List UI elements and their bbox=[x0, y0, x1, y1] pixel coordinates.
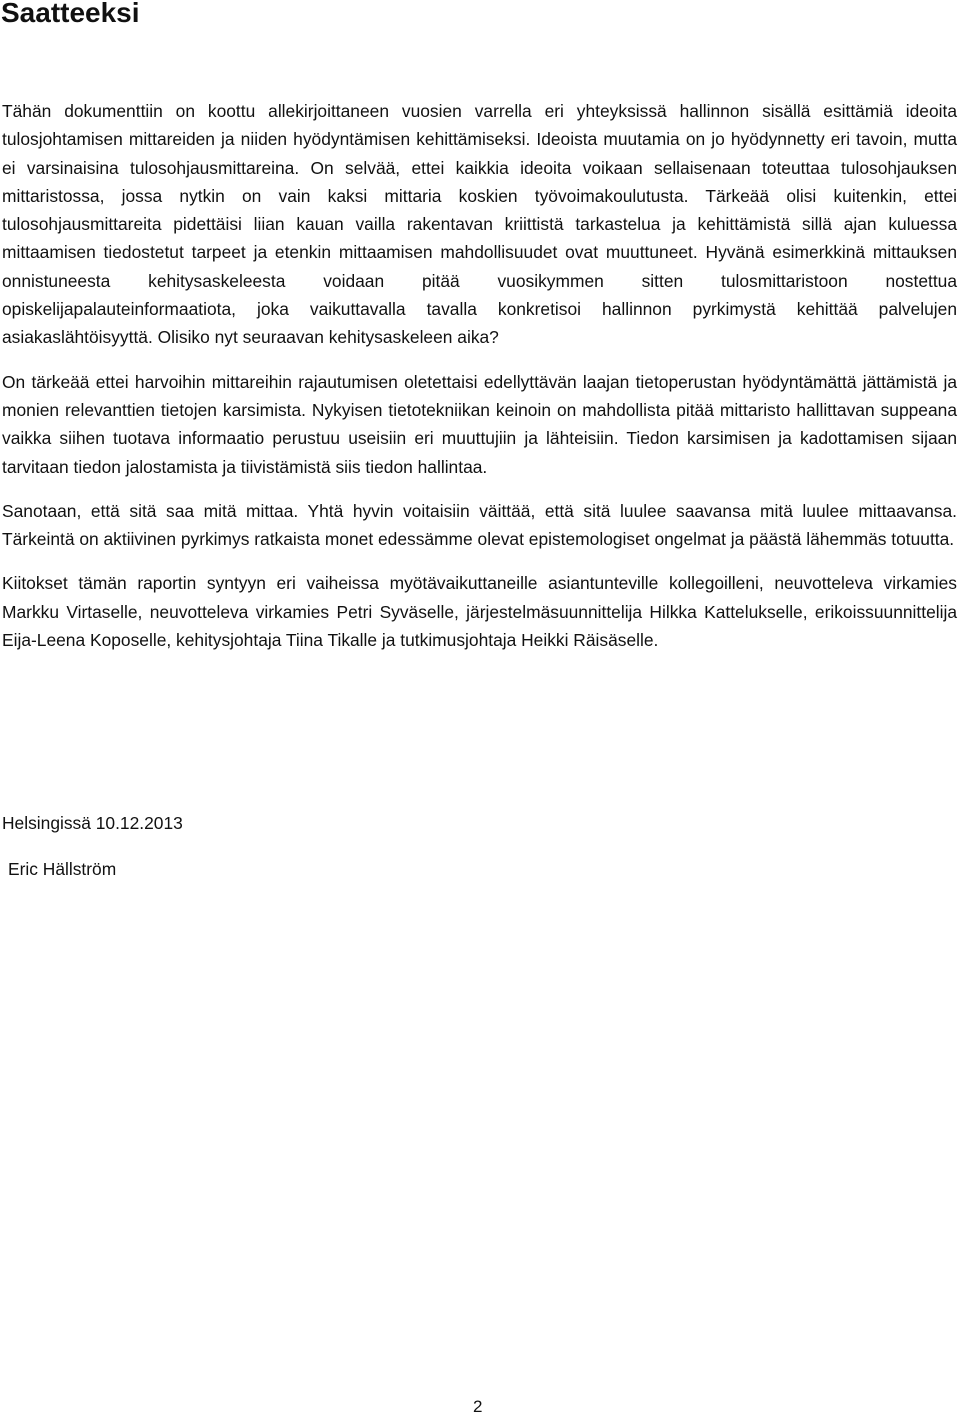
signer-name: Eric Hällström bbox=[8, 859, 117, 879]
page-number: 2 bbox=[473, 1397, 483, 1416]
paragraph-acknowledgements: Kiitokset tämän raportin syntyyn eri vaiheissa myötävaikuttaneille asiantunteville kollegoilleni, neuvotteleva virkamies Markku Virtaselle, neuvotteleva virkamies Petri Syväselle, järjestelmäsuunnittelija Hilkka Kattelukselle, erikoissuunnittelija Eija-Leena Koposelle, kehitysjohtaja Tiina Tikalle ja tutkimusjohtaja Heikki Räisäselle. bbox=[2, 573, 957, 651]
page-title: Saatteeksi bbox=[1, 0, 140, 28]
paragraph-measurement: Sanotaan, että sitä saa mitä mittaa. Yhtä hyvin voitaisiin väittää, että sitä luulee saavansa mitä luulee mittaavansa. Tärkeintä on aktiivinen pyrkimys ratkaista monet edessämme olevat epistemologiset ongelmat ja päästä lähemmäs totuutta. bbox=[2, 500, 957, 550]
paragraph-data-foundation: On tärkeää ettei harvoihin mittareihin rajautumisen oletettaisi edellyttävän laajan tietoperustan hyödyntämättä jättämistä ja monien relevanttien tietojen karsimista. Nykyisen tietotekniikan keinoin on mahdollista pitää mittaristo hallittavan suppeana vaikka siihen tuotava informaatio perustuu useisiin eri muuttujiin ja lähteisiin. Tiedon karsimisen ja kadottamisen sijaan tarvitaan tiedon jalostamista ja tiivistämistä siis tiedon hallintaa. bbox=[2, 371, 957, 477]
paragraph-intro: Tähän dokumenttiin on koottu allekirjoittaneen vuosien varrella eri yhteyksissä hallinnon sisällä esittämiä ideoita tulosjohtamisen mittareiden ja niiden hyödyntämisen kehittämiseksi. Ideoista muutamia on jo hyödynnetty eri tavoin, mutta ei varsinaisina tulosohjausmittareina. On selvää, ettei kaikkia ideoita voikaan sellaisenaan toteuttaa tulosohjauksen mittaristossa, jossa nytkin on vain kaksi mittaria koskien työvoimakoulutusta. Tärkeää olisi kuitenkin, ettei tulosohjausmittareita pidettäisi liian kauan vailla rakentavan kriittistä tarkastelua ja kehittämistä sillä ajan kuluessa mittaamisen tiedostetut tarpeet ja etenkin mittaamisen mahdollisuudet ovat muuttuneet. Hyvänä esimerkkinä mittauksen onnistuneesta kehitysaskeleesta voidaan pitää vuosikymmen sitten tulosmittaristoon nostettua opiskelijapalauteinformaatiota, joka vaikuttavalla tavalla konkretisoi hallinnon pyrkimystä kehittää palvelujen asiakaslähtöisyyttä. Olisiko nyt seuraavan kehitysaskeleen aika? bbox=[2, 101, 957, 348]
body-text bbox=[2, 97, 957, 670]
place-and-date: Helsingissä 10.12.2013 bbox=[2, 813, 183, 833]
